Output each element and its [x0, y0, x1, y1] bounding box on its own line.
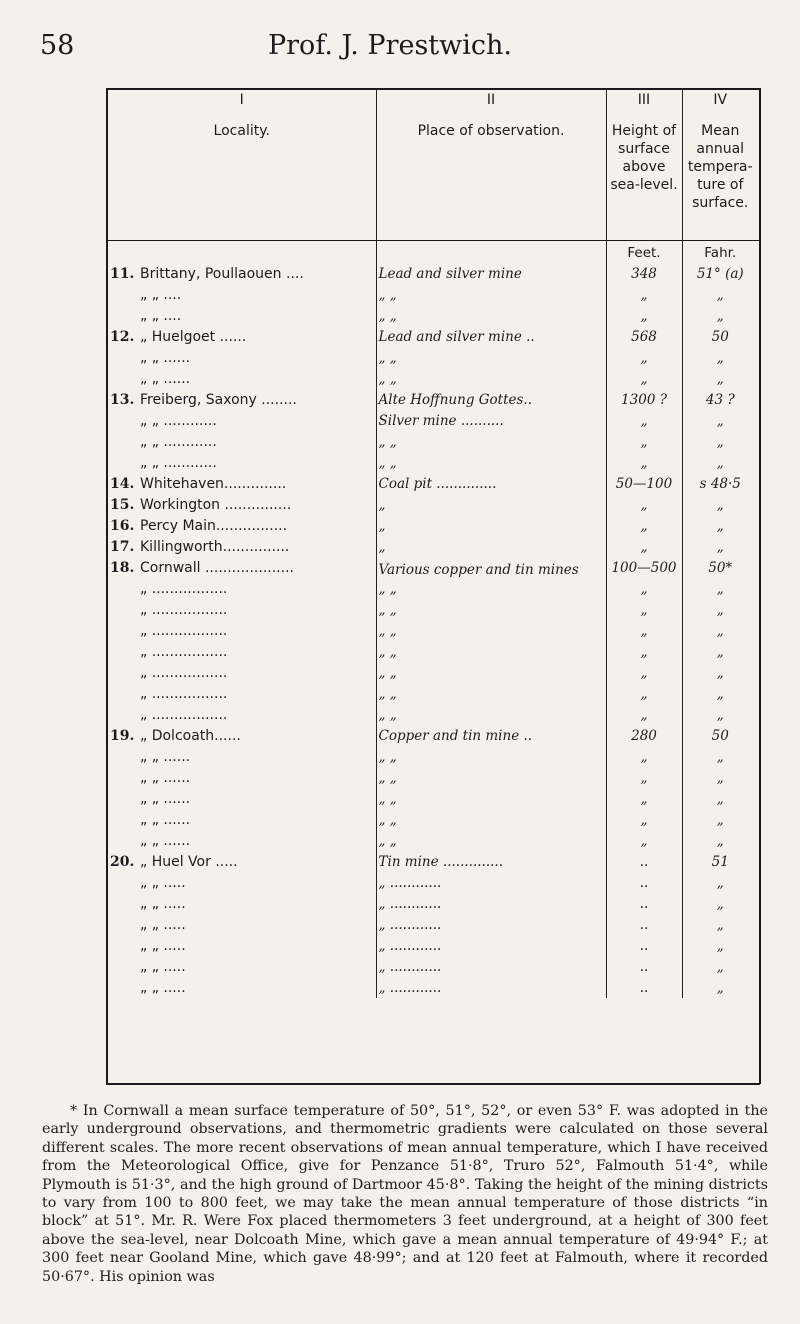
col-header-temperature: Mean annual tempera- ture of surface. [687, 123, 753, 211]
col-roman-2: II [376, 90, 606, 122]
table-row [108, 347, 758, 368]
temperature-cell: „ [716, 812, 724, 828]
locality-cell [108, 977, 376, 998]
temperature-cell: „ [716, 875, 724, 891]
unit-feet: Feet. [606, 242, 682, 263]
locality-cell [108, 515, 376, 536]
locality-cell [108, 767, 376, 788]
locality-cell [108, 431, 376, 452]
height-cell: „ [606, 641, 682, 662]
table-row [108, 767, 758, 788]
place-cell: „ [376, 536, 606, 557]
locality-text: „ Huel Vor ..... [140, 854, 238, 870]
row-number: 16. [110, 518, 135, 534]
locality-text: „ „ ............ [140, 434, 217, 450]
locality-cell [108, 284, 376, 305]
col-header-height: Height of surface above sea-level. [606, 122, 682, 242]
place-cell: „ „ [376, 431, 606, 452]
height-cell: .. [606, 851, 682, 872]
temperature-table [108, 90, 758, 998]
col-header-place: Place of observation. [376, 122, 606, 242]
height-cell: .. [606, 893, 682, 914]
height-cell: „ [606, 704, 682, 725]
place-cell: „ „ [376, 578, 606, 599]
temperature-cell: „ [716, 686, 724, 702]
place-cell: „ „ [376, 662, 606, 683]
place-cell: „ ............ [376, 872, 606, 893]
table-row [108, 326, 758, 347]
height-cell: „ [606, 662, 682, 683]
locality-text: „ „ ..... [140, 896, 186, 912]
place-cell: Various copper and tin mines [376, 557, 606, 578]
height-cell: .. [606, 935, 682, 956]
place-cell: „ ............ [376, 914, 606, 935]
place-cell: „ „ [376, 767, 606, 788]
height-cell: „ [606, 683, 682, 704]
table-row [108, 389, 758, 410]
locality-cell [108, 305, 376, 326]
table-row [108, 977, 758, 998]
place-cell: „ „ [376, 641, 606, 662]
height-cell: „ [606, 347, 682, 368]
locality-text: „ ................. [140, 644, 228, 660]
locality-cell [108, 263, 376, 284]
temperature-cell: „ [716, 791, 724, 807]
locality-text: „ Huelgoet ...... [140, 329, 247, 345]
height-cell: „ [606, 515, 682, 536]
locality-text: „ „ ...... [140, 833, 191, 849]
locality-text: „ ................. [140, 665, 228, 681]
temperature-cell: „ [716, 644, 724, 660]
table-row [108, 410, 758, 431]
height-cell: 280 [606, 725, 682, 746]
col-roman-3: III [606, 90, 682, 122]
locality-cell [108, 326, 376, 347]
place-cell: Coal pit .............. [376, 473, 606, 494]
place-cell: „ „ [376, 830, 606, 851]
col-roman-4: IV [713, 92, 728, 108]
table-row [108, 599, 758, 620]
height-cell: 568 [606, 326, 682, 347]
locality-cell [108, 872, 376, 893]
temperature-cell: „ [716, 518, 724, 534]
table-row [108, 284, 758, 305]
height-cell: „ [606, 830, 682, 851]
table-row [108, 725, 758, 746]
table-row [108, 746, 758, 767]
locality-text: Whitehaven.............. [140, 476, 287, 492]
locality-text: Freiberg, Saxony ........ [140, 392, 297, 408]
height-cell: .. [606, 956, 682, 977]
height-cell: „ [606, 410, 682, 431]
locality-cell [108, 473, 376, 494]
table-row [108, 536, 758, 557]
table-row [108, 851, 758, 872]
unit-fahr: Fahr. [704, 245, 737, 261]
row-number: 12. [110, 329, 135, 345]
table-row [108, 557, 758, 578]
height-cell: „ [606, 578, 682, 599]
height-cell: .. [606, 914, 682, 935]
height-cell: „ [606, 536, 682, 557]
locality-cell [108, 956, 376, 977]
locality-cell [108, 452, 376, 473]
temperature-cell: 50 [711, 728, 729, 744]
height-cell: „ [606, 599, 682, 620]
locality-cell [108, 368, 376, 389]
locality-cell [108, 641, 376, 662]
temperature-cell: „ [716, 371, 724, 387]
locality-cell [108, 788, 376, 809]
locality-text: „ ................. [140, 623, 228, 639]
table-row [108, 809, 758, 830]
locality-cell [108, 683, 376, 704]
locality-cell [108, 578, 376, 599]
table-row [108, 578, 758, 599]
height-cell: „ [606, 746, 682, 767]
height-cell: 348 [606, 263, 682, 284]
table-row [108, 368, 758, 389]
place-cell: „ „ [376, 368, 606, 389]
locality-cell [108, 704, 376, 725]
locality-text: Killingworth............... [140, 539, 290, 555]
temperature-cell: 51 [711, 854, 729, 870]
footnote [42, 1102, 768, 1286]
height-cell: .. [606, 872, 682, 893]
height-cell: „ [606, 788, 682, 809]
height-cell: „ [606, 305, 682, 326]
page-number: 58 [40, 30, 75, 61]
temperature-cell: „ [716, 602, 724, 618]
locality-text: „ „ ..... [140, 980, 186, 996]
locality-text: „ „ .... [140, 287, 182, 303]
locality-text: „ „ ..... [140, 959, 186, 975]
locality-text: „ ................. [140, 581, 228, 597]
locality-text: „ ................. [140, 686, 228, 702]
place-cell: „ „ [376, 347, 606, 368]
place-cell: „ „ [376, 809, 606, 830]
locality-text: „ „ ..... [140, 875, 186, 891]
height-cell: „ [606, 620, 682, 641]
temperature-cell: „ [716, 833, 724, 849]
locality-cell [108, 725, 376, 746]
height-cell: 1300 ? [606, 389, 682, 410]
temperature-cell: „ [716, 539, 724, 555]
height-cell: 50—100 [606, 473, 682, 494]
table-row [108, 662, 758, 683]
row-number: 15. [110, 497, 135, 513]
temperature-cell: „ [716, 749, 724, 765]
locality-cell [108, 536, 376, 557]
footnote-text: * In Cornwall a mean surface temperature of 50°, 51°, 52°, or even 53° F. was adopted in the early underground observations, and thermometric gradients were calculated on those several different scales. The more recent observations of mean annual temperature, which I have received from the Meteorological Office, give for Penzance 51·8°, Truro 52°, Falmouth 51·4°, while Plymouth is 51·3°, and the high ground of Dartmoor 45·8°. Taking the height of the mining districts to vary from 100 to 800 feet, we may take the mean annual temperature of those districts “in block” at 51°. Mr. R. Were Fox placed thermometers 3 feet underground, at a height of 300 feet above the sea-level, near Dolcoath Mine, which gave a mean annual temperature of 49·94° F.; at 300 feet near Gooland Mine, which gave 48·99°; and at 120 feet at Falmouth, where it recorded 50·67°. His opinion was [42, 1103, 768, 1285]
locality-text: „ „ ...... [140, 770, 191, 786]
height-cell: „ [606, 767, 682, 788]
locality-text: „ „ ............ [140, 413, 217, 429]
running-head: Prof. J. Prestwich. [267, 30, 512, 61]
locality-text: „ ................. [140, 707, 228, 723]
locality-cell [108, 662, 376, 683]
table-row [108, 305, 758, 326]
row-number: 11. [110, 266, 135, 282]
row-number: 20. [110, 854, 135, 870]
units-row [108, 242, 758, 263]
locality-text: Workington ............... [140, 497, 292, 513]
locality-text: „ „ ..... [140, 917, 186, 933]
place-cell: „ ............ [376, 956, 606, 977]
height-cell: „ [606, 809, 682, 830]
locality-text: „ „ ...... [140, 371, 191, 387]
locality-cell [108, 935, 376, 956]
table-row [108, 914, 758, 935]
table-row [108, 431, 758, 452]
table-row [108, 683, 758, 704]
locality-text: „ „ ..... [140, 938, 186, 954]
table-row [108, 494, 758, 515]
height-cell: „ [606, 452, 682, 473]
table-row [108, 935, 758, 956]
table-right-rule [759, 88, 761, 1084]
locality-cell [108, 389, 376, 410]
height-cell: „ [606, 284, 682, 305]
temperature-cell: „ [716, 959, 724, 975]
temperature-cell: „ [716, 434, 724, 450]
locality-text: „ „ ...... [140, 791, 191, 807]
row-number: 13. [110, 392, 135, 408]
locality-text: „ Dolcoath...... [140, 728, 241, 744]
height-cell: 100—500 [606, 557, 682, 578]
place-cell: „ ............ [376, 977, 606, 998]
locality-text: „ „ ...... [140, 749, 191, 765]
temperature-cell: „ [716, 308, 724, 324]
table-row [108, 452, 758, 473]
place-cell: „ „ [376, 599, 606, 620]
locality-cell [108, 809, 376, 830]
locality-text: Cornwall .................... [140, 560, 294, 576]
locality-text: „ ................. [140, 602, 228, 618]
height-cell: „ [606, 494, 682, 515]
table-row [108, 704, 758, 725]
locality-cell [108, 347, 376, 368]
locality-cell [108, 746, 376, 767]
table-row [108, 956, 758, 977]
locality-cell [108, 599, 376, 620]
row-number: 19. [110, 728, 135, 744]
table-row [108, 788, 758, 809]
locality-text: „ „ ...... [140, 812, 191, 828]
locality-cell [108, 557, 376, 578]
temperature-cell: „ [716, 938, 724, 954]
temperature-cell: 43 ? [705, 392, 735, 408]
col-roman-1: I [108, 90, 376, 122]
place-cell: „ „ [376, 305, 606, 326]
temperature-cell: „ [716, 707, 724, 723]
temperature-cell: „ [716, 287, 724, 303]
table-row [108, 620, 758, 641]
locality-cell [108, 893, 376, 914]
table-row [108, 872, 758, 893]
place-cell: „ [376, 494, 606, 515]
temperature-cell: 50 [711, 329, 729, 345]
temperature-cell: „ [716, 623, 724, 639]
height-cell: „ [606, 431, 682, 452]
locality-cell [108, 851, 376, 872]
locality-cell [108, 620, 376, 641]
table-row [108, 263, 758, 284]
temperature-cell: „ [716, 896, 724, 912]
place-cell: „ [376, 515, 606, 536]
table-row [108, 830, 758, 851]
place-cell: Copper and tin mine .. [376, 725, 606, 746]
table-bottom-rule [106, 1083, 760, 1085]
temperature-cell: „ [716, 917, 724, 933]
temperature-cell: „ [716, 497, 724, 513]
temperature-cell: s 48·5 [699, 476, 741, 492]
row-number: 17. [110, 539, 135, 555]
row-number: 18. [110, 560, 135, 576]
row-number: 14. [110, 476, 135, 492]
table-row [108, 641, 758, 662]
place-cell: „ „ [376, 620, 606, 641]
table-row [108, 473, 758, 494]
place-cell: „ „ [376, 704, 606, 725]
place-cell: „ ............ [376, 935, 606, 956]
height-cell: .. [606, 977, 682, 998]
place-cell: Tin mine .............. [376, 851, 606, 872]
temperature-cell: „ [716, 350, 724, 366]
temperature-cell: „ [716, 980, 724, 996]
col-header-locality: Locality. [108, 122, 376, 242]
table-row [108, 515, 758, 536]
temperature-cell: „ [716, 581, 724, 597]
locality-text: „ „ .... [140, 308, 182, 324]
locality-cell [108, 494, 376, 515]
place-cell: Alte Hoffnung Gottes.. [376, 389, 606, 410]
locality-cell [108, 410, 376, 431]
place-cell: Lead and silver mine .. [376, 326, 606, 347]
place-cell: „ „ [376, 284, 606, 305]
locality-text: „ „ ............ [140, 455, 217, 471]
place-cell: „ „ [376, 452, 606, 473]
locality-cell [108, 914, 376, 935]
place-cell: „ „ [376, 788, 606, 809]
temperature-cell: „ [716, 413, 724, 429]
temperature-cell: 51° (a) [696, 266, 744, 282]
page-header [40, 30, 740, 70]
place-cell: Lead and silver mine [376, 263, 606, 284]
place-cell: „ ............ [376, 893, 606, 914]
table-row [108, 893, 758, 914]
place-cell: „ „ [376, 746, 606, 767]
temperature-cell: „ [716, 665, 724, 681]
temperature-cell: „ [716, 770, 724, 786]
locality-cell [108, 830, 376, 851]
locality-text: Brittany, Poullaouen .... [140, 266, 304, 282]
temperature-cell: „ [716, 455, 724, 471]
temperature-cell: 50* [708, 560, 733, 576]
height-cell: „ [606, 368, 682, 389]
place-cell: „ „ [376, 683, 606, 704]
place-cell: Silver mine .......... [376, 410, 606, 431]
locality-text: „ „ ...... [140, 350, 191, 366]
locality-text: Percy Main................ [140, 518, 288, 534]
